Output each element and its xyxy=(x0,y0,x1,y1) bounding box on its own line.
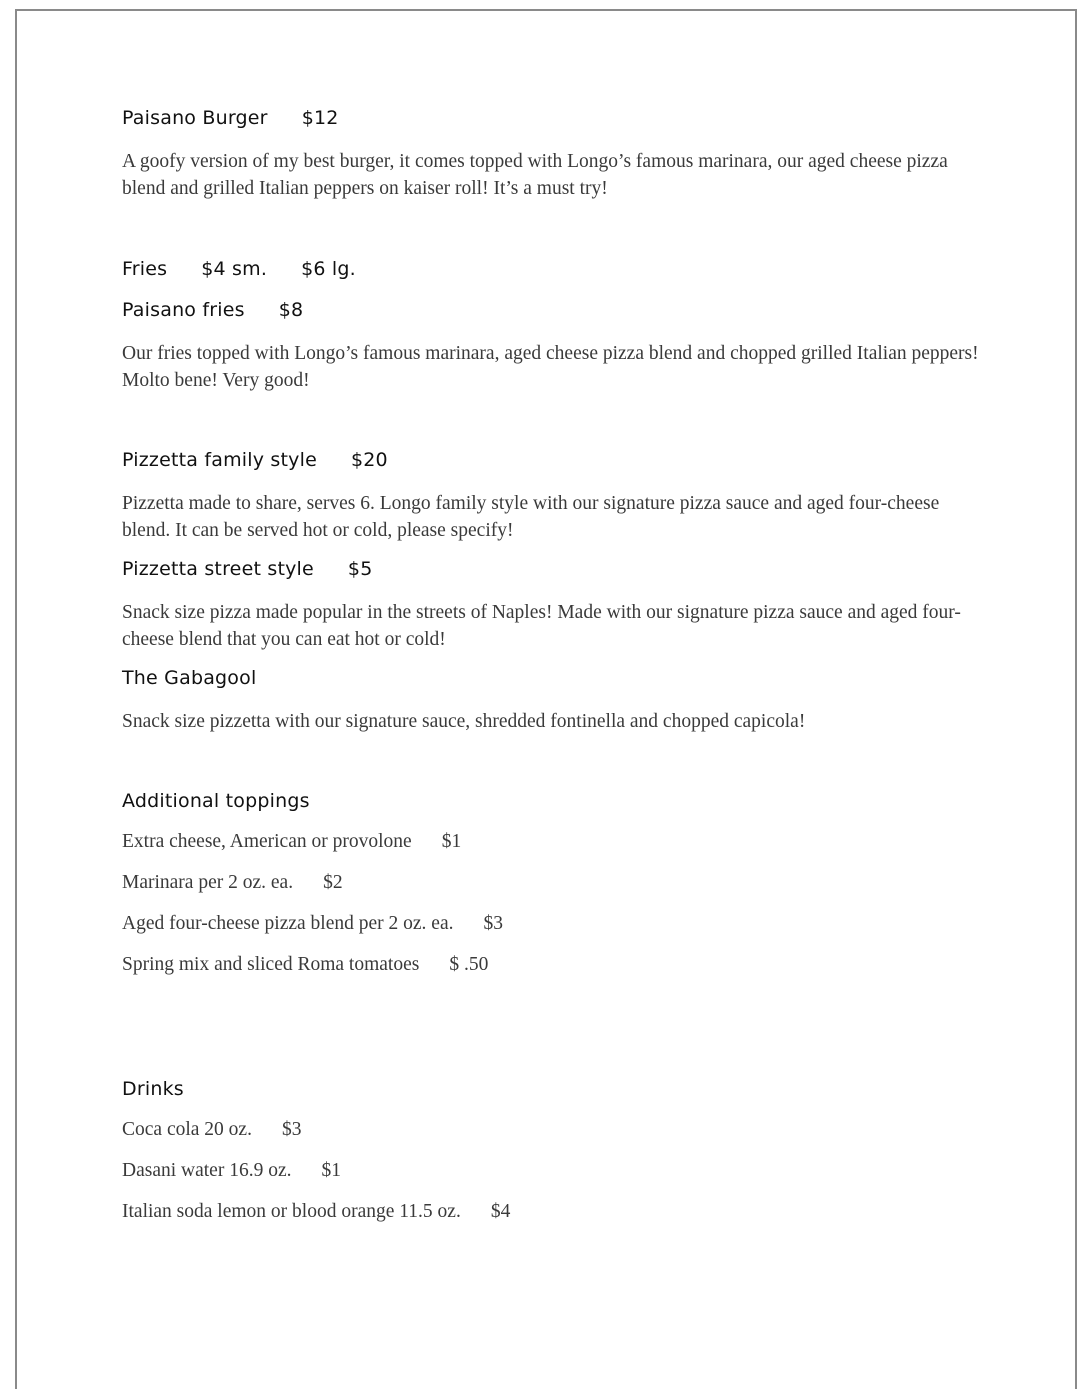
drink-price: $1 xyxy=(321,1160,341,1181)
item-description: A goofy version of my best burger, it comes topped with Longo’s famous marinara, our aged cheese pizza blend and grilled Italian peppers on kaiser roll! It’s a must try! xyxy=(122,151,948,199)
menu-item-heading xyxy=(122,667,256,689)
item-price: $8 xyxy=(278,299,304,321)
item-name: Paisano fries xyxy=(122,299,245,321)
menu-item-heading xyxy=(122,258,356,280)
drink-row xyxy=(122,1160,341,1182)
menu-item-heading xyxy=(122,558,373,580)
item-description: Snack size pizzetta with our signature sauce, shredded fontinella and chopped capicola! xyxy=(122,711,806,732)
item-name: Pizzetta family style xyxy=(122,449,317,471)
menu-item-heading xyxy=(122,449,388,471)
drink-row xyxy=(122,1201,510,1223)
item-name: Fries xyxy=(122,258,168,280)
topping-row xyxy=(122,954,488,976)
menu-page xyxy=(15,9,1077,1389)
drinks-title: Drinks xyxy=(122,1078,184,1100)
topping-row xyxy=(122,831,461,853)
topping-row xyxy=(122,872,343,894)
item-name: The Gabagool xyxy=(122,667,257,689)
item-price: $20 xyxy=(350,449,388,471)
toppings-title: Additional toppings xyxy=(122,790,310,812)
item-name: Paisano Burger xyxy=(122,107,268,129)
topping-price: $ .50 xyxy=(449,954,489,975)
item-name: Pizzetta street style xyxy=(122,558,314,580)
item-price: $12 xyxy=(301,107,339,129)
item-description: Our fries topped with Longo’s famous marinara, aged cheese pizza blend and chopped grilled Italian peppers! Molto bene! Very good! xyxy=(122,343,979,391)
menu-item-heading xyxy=(122,107,339,129)
topping-name: Extra cheese, American or provolone xyxy=(122,831,412,852)
drink-price: $4 xyxy=(490,1201,511,1222)
topping-name: Aged four-cheese pizza blend per 2 oz. ea. xyxy=(122,913,454,934)
topping-price: $2 xyxy=(323,872,343,893)
topping-row xyxy=(122,913,503,935)
drink-row xyxy=(122,1119,301,1141)
drink-name: Italian soda lemon or blood orange 11.5 oz. xyxy=(122,1201,461,1222)
topping-price: $1 xyxy=(441,831,462,852)
topping-price: $3 xyxy=(483,913,503,934)
item-price-small: $4 sm. xyxy=(201,258,268,280)
topping-name: Marinara per 2 oz. ea. xyxy=(122,872,294,893)
topping-name: Spring mix and sliced Roma tomatoes xyxy=(122,954,420,975)
item-description: Snack size pizza made popular in the streets of Naples! Made with our signature pizza sauce and aged four-cheese blend that you can eat hot or cold! xyxy=(122,602,961,650)
drink-name: Dasani water 16.9 oz. xyxy=(122,1160,292,1181)
item-description: Pizzetta made to share, serves 6. Longo family style with our signature pizza sauce and aged four-cheese blend. It can be served hot or cold, please specify! xyxy=(122,493,940,541)
item-price-large: $6 lg. xyxy=(301,258,356,280)
drink-name: Coca cola 20 oz. xyxy=(122,1119,252,1140)
item-price: $5 xyxy=(347,558,373,580)
drink-price: $3 xyxy=(281,1119,302,1140)
menu-item-heading xyxy=(122,299,303,321)
